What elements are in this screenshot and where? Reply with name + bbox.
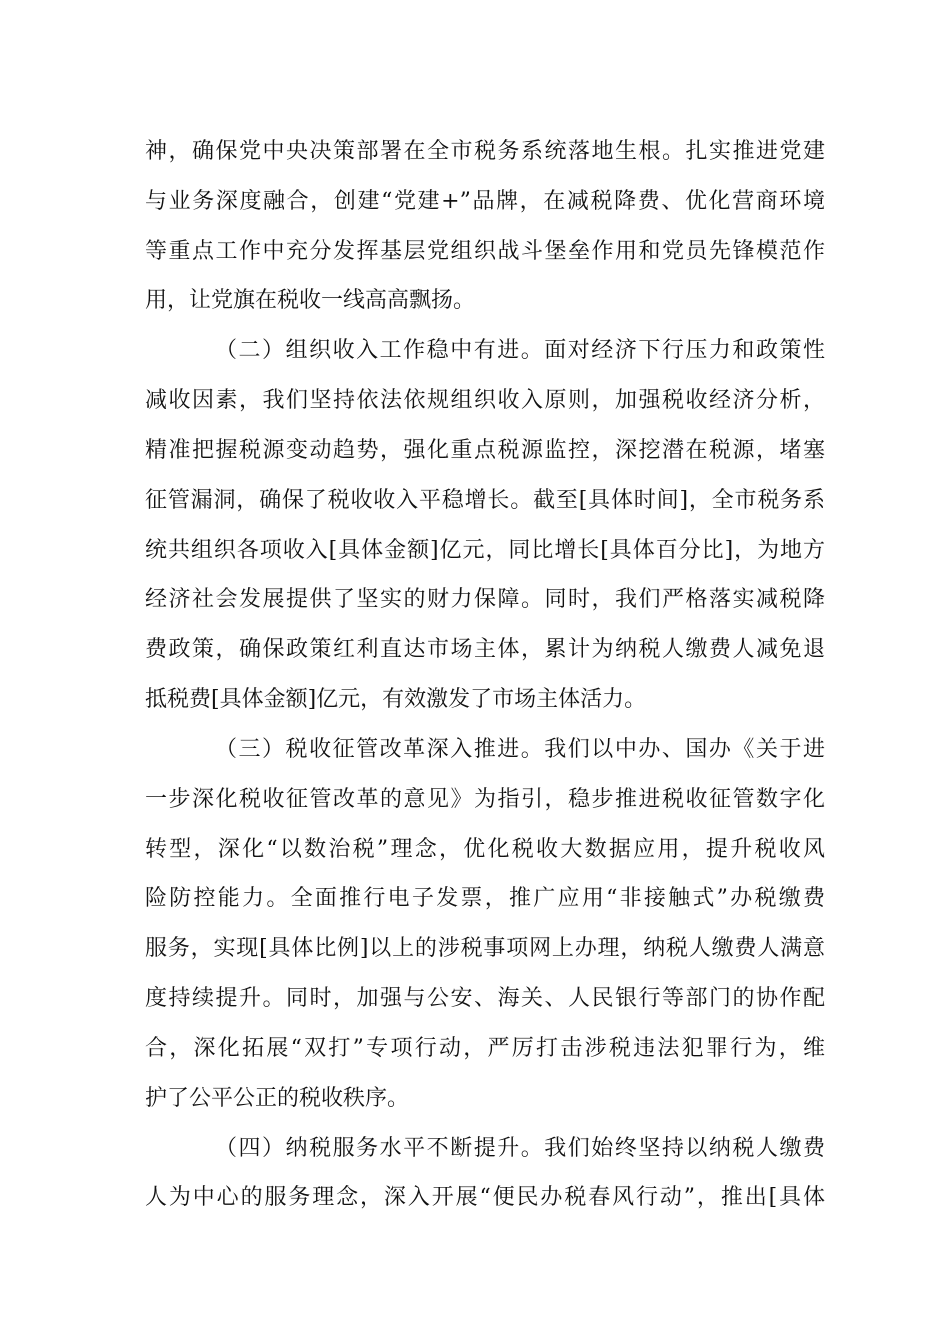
text-line: 转型，深化“以数治税”理念，优化税收大数据应用，提升税收风 <box>145 837 825 862</box>
text-line: 征管漏洞，确保了税收收入平稳增长。截至[具体时间]，全市税务系 <box>145 488 825 513</box>
text-line: 用，让党旗在税收一线高高飘扬。 <box>145 288 476 313</box>
text-line: 护了公平公正的税收秩序。 <box>145 1086 410 1111</box>
text-line: 服务，实现[具体比例]以上的涉税事项网上办理，纳税人缴费人满意 <box>145 936 825 961</box>
text-line: 神，确保党中央决策部署在全市税务系统落地生根。扎实推进党建 <box>145 139 825 164</box>
text-line: 经济社会发展提供了坚实的财力保障。同时，我们严格落实减税降 <box>145 587 825 612</box>
text-line: 统共组织各项收入[具体金额]亿元，同比增长[具体百分比]，为地方 <box>145 538 825 563</box>
text-line: 人为中心的服务理念，深入开展“便民办税春风行动”，推出[具体 <box>145 1185 825 1210</box>
section-heading-line: （二）组织收入工作稳中有进。面对经济下行压力和政策性 <box>215 338 825 363</box>
text-line: 度持续提升。同时，加强与公安、海关、人民银行等部门的协作配 <box>145 986 825 1011</box>
text-line: 抵税费[具体金额]亿元，有效激发了市场主体活力。 <box>145 687 647 712</box>
text-line: 费政策，确保政策红利直达市场主体，累计为纳税人缴费人减免退 <box>145 637 825 662</box>
text-line: 合，深化拓展“双打”专项行动，严厉打击涉税违法犯罪行为，维 <box>145 1036 825 1061</box>
text-line: 与业务深度融合，创建“党建+”品牌，在减税降费、优化营商环境 <box>145 189 825 214</box>
text-line: 一步深化税收征管改革的意见》为指引，稳步推进税收征管数字化 <box>145 787 825 812</box>
section-heading-line: （四）纳税服务水平不断提升。我们始终坚持以纳税人缴费 <box>215 1136 825 1161</box>
section-heading-line: （三）税收征管改革深入推进。我们以中办、国办《关于进 <box>215 737 825 762</box>
text-line: 险防控能力。全面推行电子发票，推广应用“非接触式”办税缴费 <box>145 886 825 911</box>
text-line: 等重点工作中充分发挥基层党组织战斗堡垒作用和党员先锋模范作 <box>145 239 825 264</box>
text-line: 精准把握税源变动趋势，强化重点税源监控，深挖潜在税源，堵塞 <box>145 438 825 463</box>
text-line: 减收因素，我们坚持依法依规组织收入原则，加强税收经济分析， <box>145 388 825 413</box>
